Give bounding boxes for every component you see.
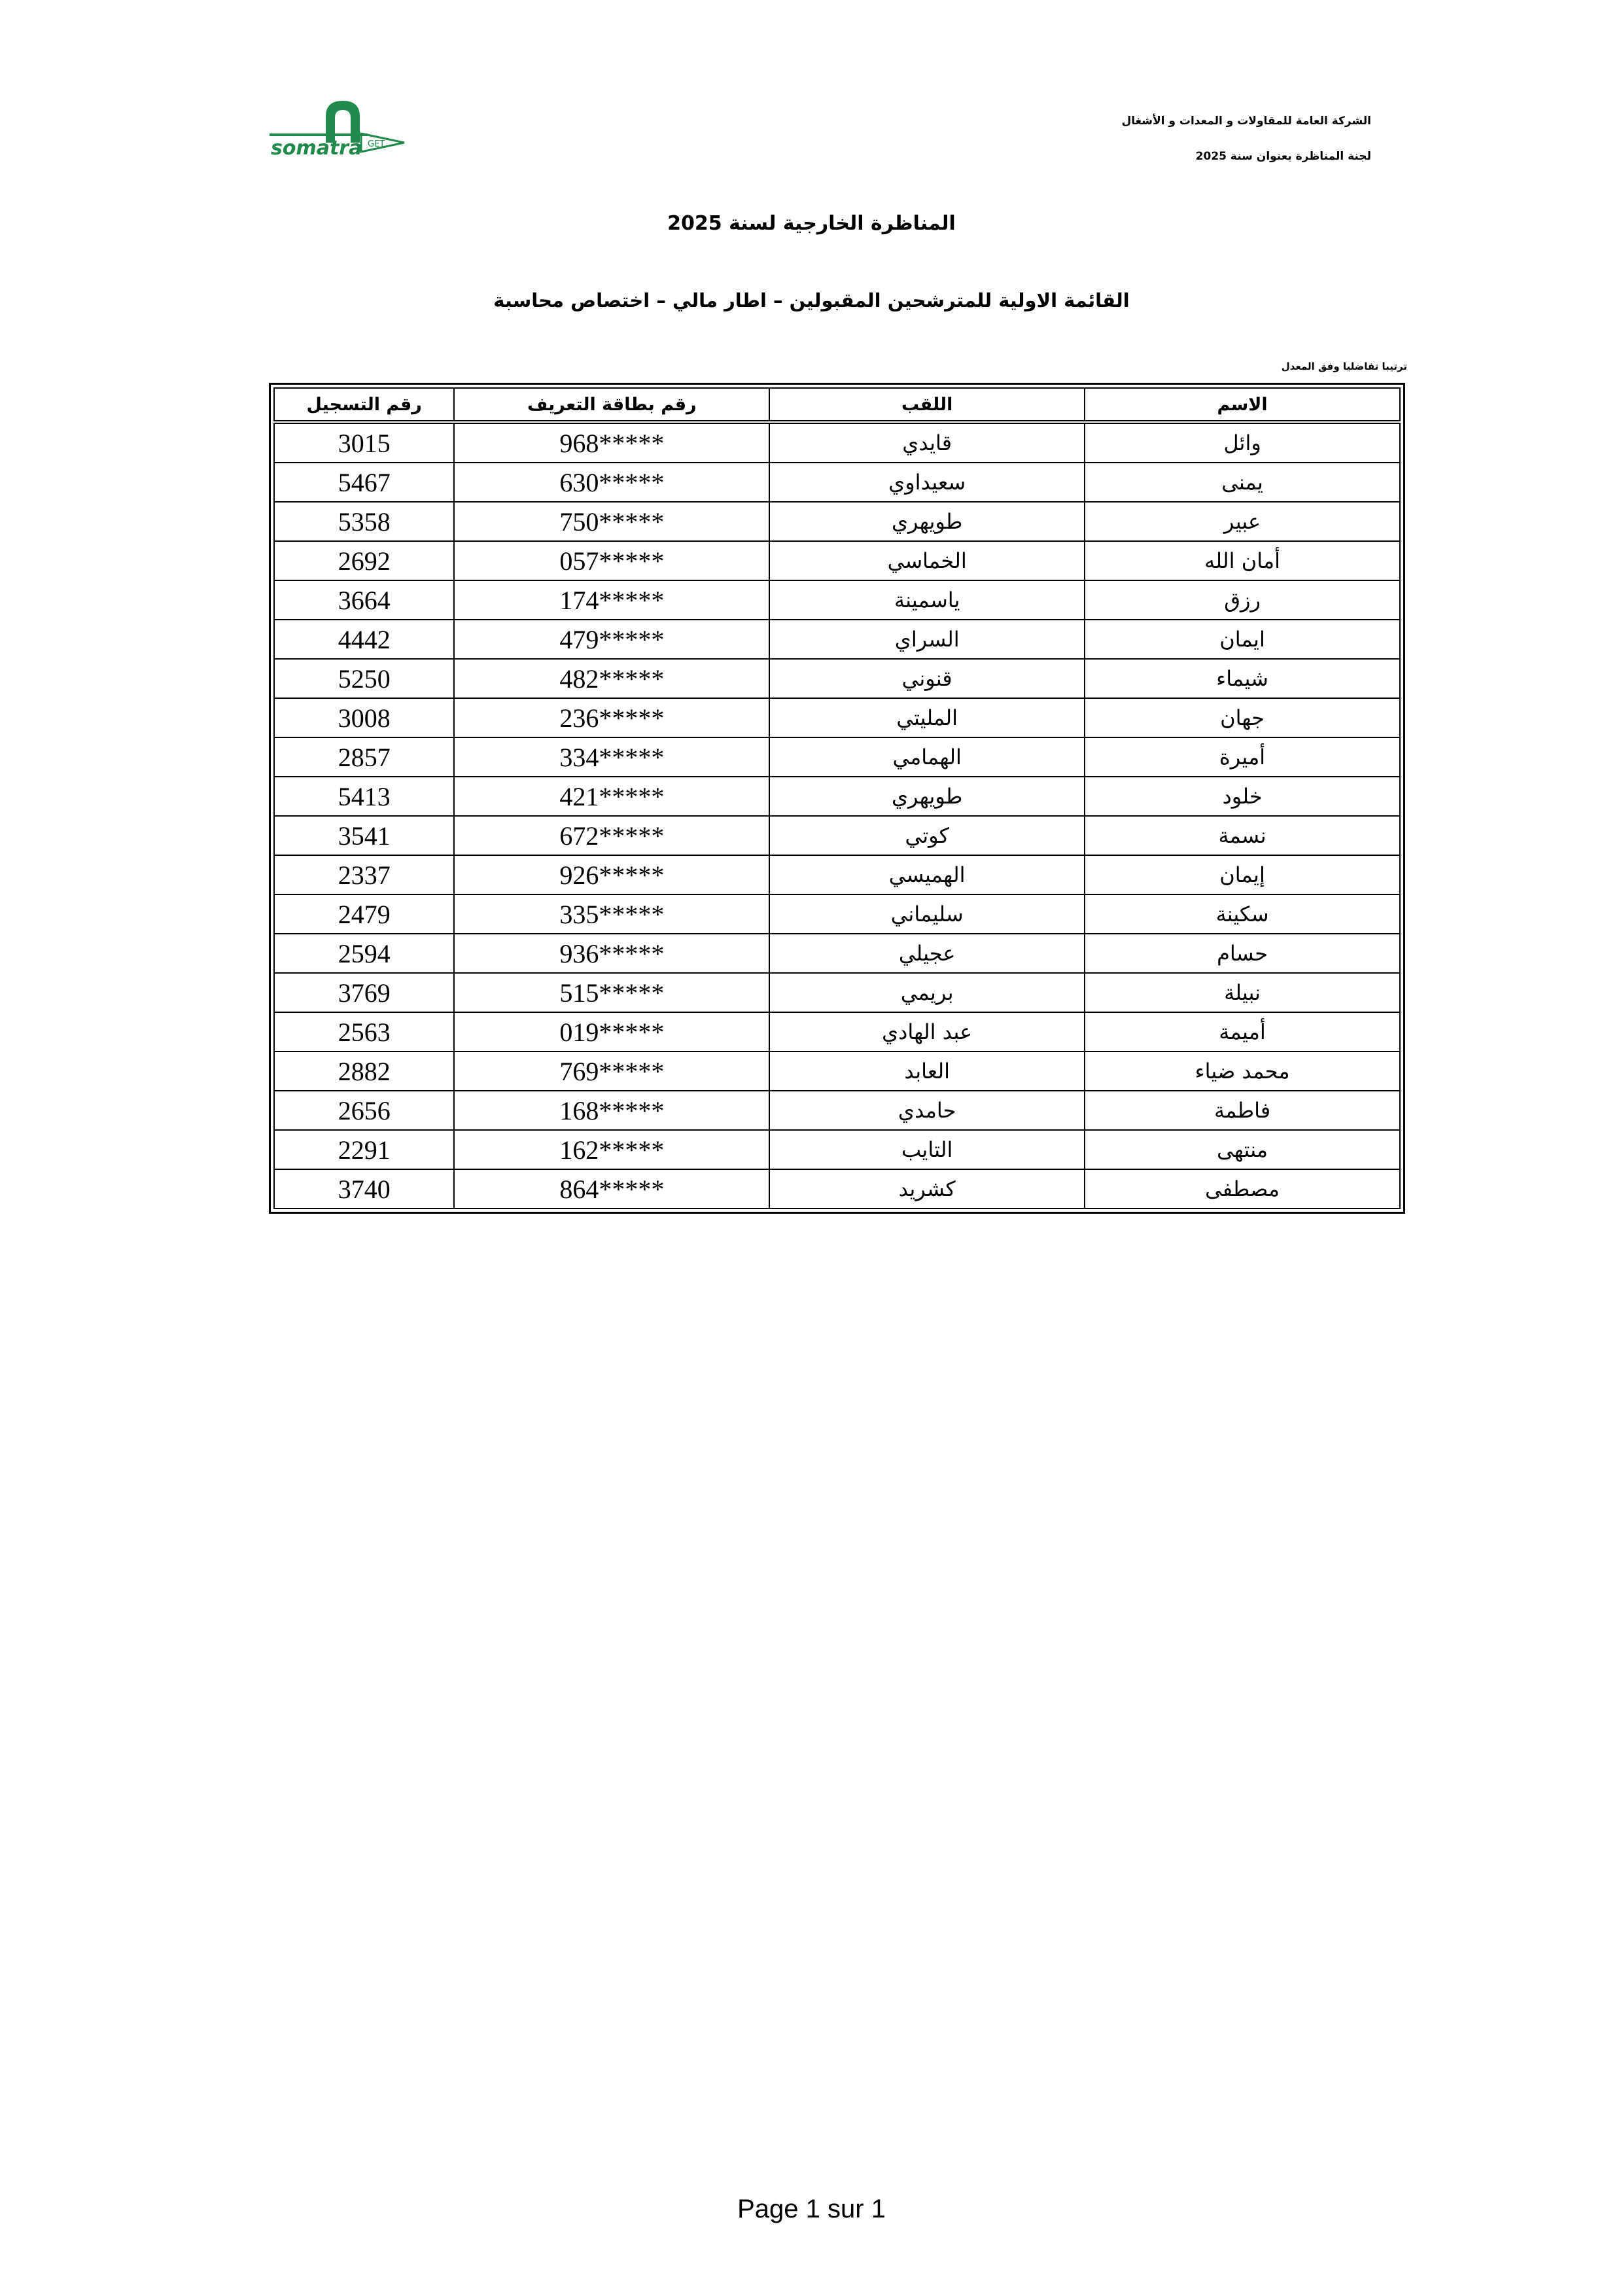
header-registration: رقم التسجيل bbox=[274, 388, 454, 422]
table-row bbox=[274, 1169, 1400, 1209]
cell-registration: 3015 bbox=[274, 422, 454, 463]
candidates-table-frame bbox=[269, 383, 1405, 1214]
cell-cin: 236***** bbox=[454, 698, 769, 737]
table-row bbox=[274, 894, 1400, 934]
organization-header bbox=[1122, 103, 1371, 174]
cell-surname: المليتي bbox=[769, 698, 1085, 737]
cell-registration: 3541 bbox=[274, 816, 454, 855]
cell-cin: 750***** bbox=[454, 502, 769, 541]
cell-registration: 3769 bbox=[274, 973, 454, 1012]
cell-cin: 672***** bbox=[454, 816, 769, 855]
cell-name: شيماء bbox=[1085, 659, 1400, 698]
cell-name: وائل bbox=[1085, 422, 1400, 463]
cell-surname: طويهري bbox=[769, 502, 1085, 541]
cell-cin: 515***** bbox=[454, 973, 769, 1012]
cell-surname: بريمي bbox=[769, 973, 1085, 1012]
cell-surname: طويهري bbox=[769, 777, 1085, 816]
table-row bbox=[274, 620, 1400, 659]
cell-name: سكينة bbox=[1085, 894, 1400, 934]
cell-surname: العابد bbox=[769, 1051, 1085, 1091]
table-row bbox=[274, 1012, 1400, 1051]
cell-name: إيمان bbox=[1085, 855, 1400, 894]
logo-text: somatra bbox=[271, 137, 362, 158]
cell-surname: السراي bbox=[769, 620, 1085, 659]
table-row bbox=[274, 1091, 1400, 1130]
committee-name: لجنة المناظرة بعنوان سنة 2025 bbox=[1195, 150, 1371, 163]
organization-name: الشركة العامة للمقاولات و المعدات و الأشغال bbox=[1121, 115, 1371, 128]
cell-registration: 5413 bbox=[274, 777, 454, 816]
table-row bbox=[274, 502, 1400, 541]
cell-surname: الخماسي bbox=[769, 541, 1085, 580]
cell-name: خلود bbox=[1085, 777, 1400, 816]
table-row bbox=[274, 422, 1400, 463]
cell-cin: 482***** bbox=[454, 659, 769, 698]
table-row bbox=[274, 855, 1400, 894]
cell-cin: 019***** bbox=[454, 1012, 769, 1051]
cell-cin: 162***** bbox=[454, 1130, 769, 1169]
header-cin: رقم بطاقة التعريف bbox=[454, 388, 769, 422]
cell-registration: 2337 bbox=[274, 855, 454, 894]
cell-name: أميمة bbox=[1085, 1012, 1400, 1051]
candidates-table bbox=[273, 387, 1401, 1209]
cell-registration: 2291 bbox=[274, 1130, 454, 1169]
cell-registration: 2563 bbox=[274, 1012, 454, 1051]
cell-name: عبير bbox=[1085, 502, 1400, 541]
cell-surname: حامدي bbox=[769, 1091, 1085, 1130]
header-name: الاسم bbox=[1085, 388, 1400, 422]
cell-registration: 5250 bbox=[274, 659, 454, 698]
cell-cin: 168***** bbox=[454, 1091, 769, 1130]
cell-registration: 4442 bbox=[274, 620, 454, 659]
cell-name: مصطفى bbox=[1085, 1169, 1400, 1209]
page-subtitle: القائمة الاولية للمترشحين المقبولين – اطار مالي – اختصاص محاسبة bbox=[493, 289, 1130, 311]
cell-surname: الهمامي bbox=[769, 737, 1085, 777]
cell-registration: 2479 bbox=[274, 894, 454, 934]
cell-name: حسام bbox=[1085, 934, 1400, 973]
table-row bbox=[274, 737, 1400, 777]
cell-registration: 2882 bbox=[274, 1051, 454, 1091]
cell-registration: 5467 bbox=[274, 463, 454, 502]
cell-registration: 2857 bbox=[274, 737, 454, 777]
company-logo bbox=[270, 97, 407, 158]
logo-badge: GET bbox=[368, 139, 385, 149]
cell-cin: 936***** bbox=[454, 934, 769, 973]
table-row bbox=[274, 1130, 1400, 1169]
cell-surname: قايدي bbox=[769, 422, 1085, 463]
cell-cin: 057***** bbox=[454, 541, 769, 580]
ranking-note: ترتيبا تفاضليا وفق المعدل bbox=[1281, 361, 1407, 372]
page-title: المناظرة الخارجية لسنة 2025 bbox=[667, 212, 956, 235]
cell-cin: 968***** bbox=[454, 422, 769, 463]
cell-cin: 334***** bbox=[454, 737, 769, 777]
cell-name: يمنى bbox=[1085, 463, 1400, 502]
cell-cin: 926***** bbox=[454, 855, 769, 894]
table-row bbox=[274, 659, 1400, 698]
cell-name: رزق bbox=[1085, 580, 1400, 620]
cell-cin: 630***** bbox=[454, 463, 769, 502]
table-row bbox=[274, 541, 1400, 580]
table-row bbox=[274, 777, 1400, 816]
cell-surname: عجيلي bbox=[769, 934, 1085, 973]
cell-cin: 864***** bbox=[454, 1169, 769, 1209]
table-row bbox=[274, 816, 1400, 855]
table-row bbox=[274, 934, 1400, 973]
table-row bbox=[274, 580, 1400, 620]
cell-cin: 479***** bbox=[454, 620, 769, 659]
table-row bbox=[274, 463, 1400, 502]
cell-surname: الهميسي bbox=[769, 855, 1085, 894]
header-surname: اللقب bbox=[769, 388, 1085, 422]
cell-registration: 5358 bbox=[274, 502, 454, 541]
cell-registration: 2656 bbox=[274, 1091, 454, 1130]
cell-cin: 335***** bbox=[454, 894, 769, 934]
table-row bbox=[274, 1051, 1400, 1091]
cell-name: منتهى bbox=[1085, 1130, 1400, 1169]
cell-name: فاطمة bbox=[1085, 1091, 1400, 1130]
cell-name: جهان bbox=[1085, 698, 1400, 737]
cell-name: نبيلة bbox=[1085, 973, 1400, 1012]
table-row bbox=[274, 698, 1400, 737]
cell-cin: 421***** bbox=[454, 777, 769, 816]
table-row bbox=[274, 973, 1400, 1012]
cell-cin: 174***** bbox=[454, 580, 769, 620]
cell-registration: 3664 bbox=[274, 580, 454, 620]
cell-cin: 769***** bbox=[454, 1051, 769, 1091]
cell-surname: قنوني bbox=[769, 659, 1085, 698]
cell-surname: ياسمينة bbox=[769, 580, 1085, 620]
cell-surname: سليماني bbox=[769, 894, 1085, 934]
cell-registration: 3740 bbox=[274, 1169, 454, 1209]
cell-name: نسمة bbox=[1085, 816, 1400, 855]
cell-registration: 2692 bbox=[274, 541, 454, 580]
cell-name: ايمان bbox=[1085, 620, 1400, 659]
cell-name: أميرة bbox=[1085, 737, 1400, 777]
page-number: Page 1 sur 1 bbox=[737, 2195, 886, 2223]
table-header-row bbox=[274, 388, 1400, 422]
cell-name: أمان الله bbox=[1085, 541, 1400, 580]
cell-surname: سعيداوي bbox=[769, 463, 1085, 502]
cell-surname: عبد الهادي bbox=[769, 1012, 1085, 1051]
cell-surname: كشريد bbox=[769, 1169, 1085, 1209]
cell-surname: كوتي bbox=[769, 816, 1085, 855]
cell-name: محمد ضياء bbox=[1085, 1051, 1400, 1091]
cell-registration: 3008 bbox=[274, 698, 454, 737]
cell-registration: 2594 bbox=[274, 934, 454, 973]
cell-surname: التايب bbox=[769, 1130, 1085, 1169]
